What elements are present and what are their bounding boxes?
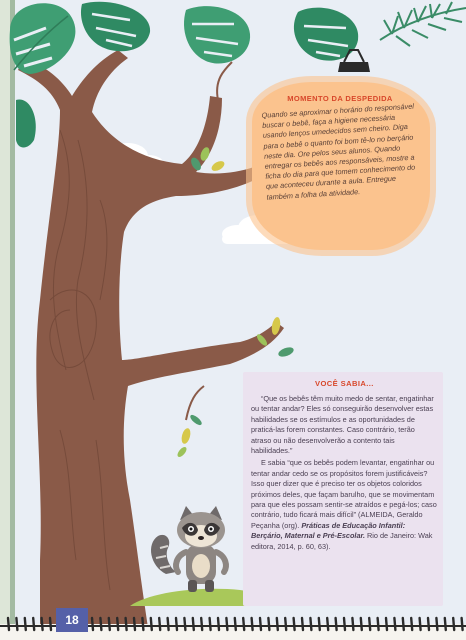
spiral-coil [260,618,261,630]
spiral-coil [201,618,202,630]
raccoon-illustration [151,506,226,592]
spiral-coil [243,618,244,630]
spiral-coil [319,618,320,630]
spiral-coil [126,618,127,630]
spiral-coil [151,618,152,630]
spiral-coil [100,618,101,630]
farewell-note-card [252,82,430,250]
spiral-coil [369,618,370,630]
did-you-know-box [243,372,443,606]
spiral-coil [310,618,311,630]
spiral-coil [294,618,295,630]
citation-book-title: Práticas de Educação Infantil: Berçário, Maternal e Pré-Escolar. [251,520,406,541]
spiral-coil [344,618,345,630]
spiral-coil [428,618,429,630]
spiral-coil [226,618,227,630]
leaf-left-mid [16,100,36,148]
page-edge-shadow [10,0,15,640]
did-you-know-paragraph-2 [251,458,437,552]
spiral-coil [420,618,421,630]
spiral-coil [176,618,177,630]
spiral-coil [352,618,353,630]
farewell-note-title: MOMENTO DA DESPEDIDA [287,94,393,103]
book-edge [0,0,10,640]
page-number-badge: 18 [56,608,88,632]
monstera-leaf-top-left [10,3,76,74]
farewell-note-text: Quando se aproximar o horário do responsável buscar o bebê, faça a higiene necessária usando lenços umedecidos sem cheiro. Diga para o bebê o quanto foi bom tê-lo no berçário neste dia. Ore pelos seus alunos. Quando entregar os bebês aos responsáveis, mostre a ficha do dia para que tomem conhecimento do que aconteceu durante a aula. Entregue também a folha da atividade. [261,101,416,202]
spiral-coil [327,618,328,630]
spiral-coil [302,618,303,630]
spiral-coil [462,618,463,630]
did-you-know-paragraph-1: “Que os bebês têm muito medo de sentar, engatinhar ou tentar andar? Eles só conseguirão desenvolver estas habilidades se os estímulos e as oportunidades de praticá-las forem constantes. Caso contrário, terão atraso ou não desenvolverão a contento tais habilidades.” [251,394,434,456]
spiral-coil [411,618,412,630]
spiral-coil [361,618,362,630]
spiral-coil [453,618,454,630]
spiral-coil [210,618,211,630]
spiral-coil [142,618,143,630]
spiral-coil [117,618,118,630]
monstera-leaf-top-middle [184,6,250,63]
spiral-coil [436,618,437,630]
spiral-coil [193,618,194,630]
spiral-coil [386,618,387,630]
spiral-coil [403,618,404,630]
monstera-leaf-top-center [81,2,150,52]
spiral-coil [184,618,185,630]
spiral-coil [109,618,110,630]
spiral-coil [92,618,93,630]
spiral-coil [268,618,269,630]
spiral-coil [277,618,278,630]
spiral-coil [445,618,446,630]
spiral-coil [159,618,160,630]
did-you-know-quote: E sabia “que os bebês podem levantar, engatinhar ou tentar andar cedo se os propósitos forem justificáveis? Isso quer dizer que é preciso ter os objetos coloridos próximos deles, que façam barulho, que se movimentam para que eles possam sentir-se atraídos e pegá-los; caso contrário, tudo ficará mais difícil” (ALMEIDA, Geraldo Peçanha (org). [251,458,437,530]
spiral-coil [42,618,43,630]
spiral-coil [16,618,17,630]
spiral-coil [50,618,51,630]
spiral-coil [168,618,169,630]
spiral-coil [285,618,286,630]
spiral-coil [33,618,34,630]
did-you-know-title: VOCÊ SABIA... [315,379,374,388]
spiral-coil [8,618,9,630]
spiral-coil [394,618,395,630]
spiral-coil [252,618,253,630]
citation-details: Rio de Janeiro: Wak editora, 2014, p. 60, 63). [251,531,433,551]
spiral-coil [25,618,26,630]
spiral-coil [218,618,219,630]
spiral-coil [134,618,135,630]
spiral-coil [378,618,379,630]
did-you-know-text [251,394,437,554]
spiral-coil [235,618,236,630]
spiral-coil [336,618,337,630]
palm-frond-right [380,2,466,46]
